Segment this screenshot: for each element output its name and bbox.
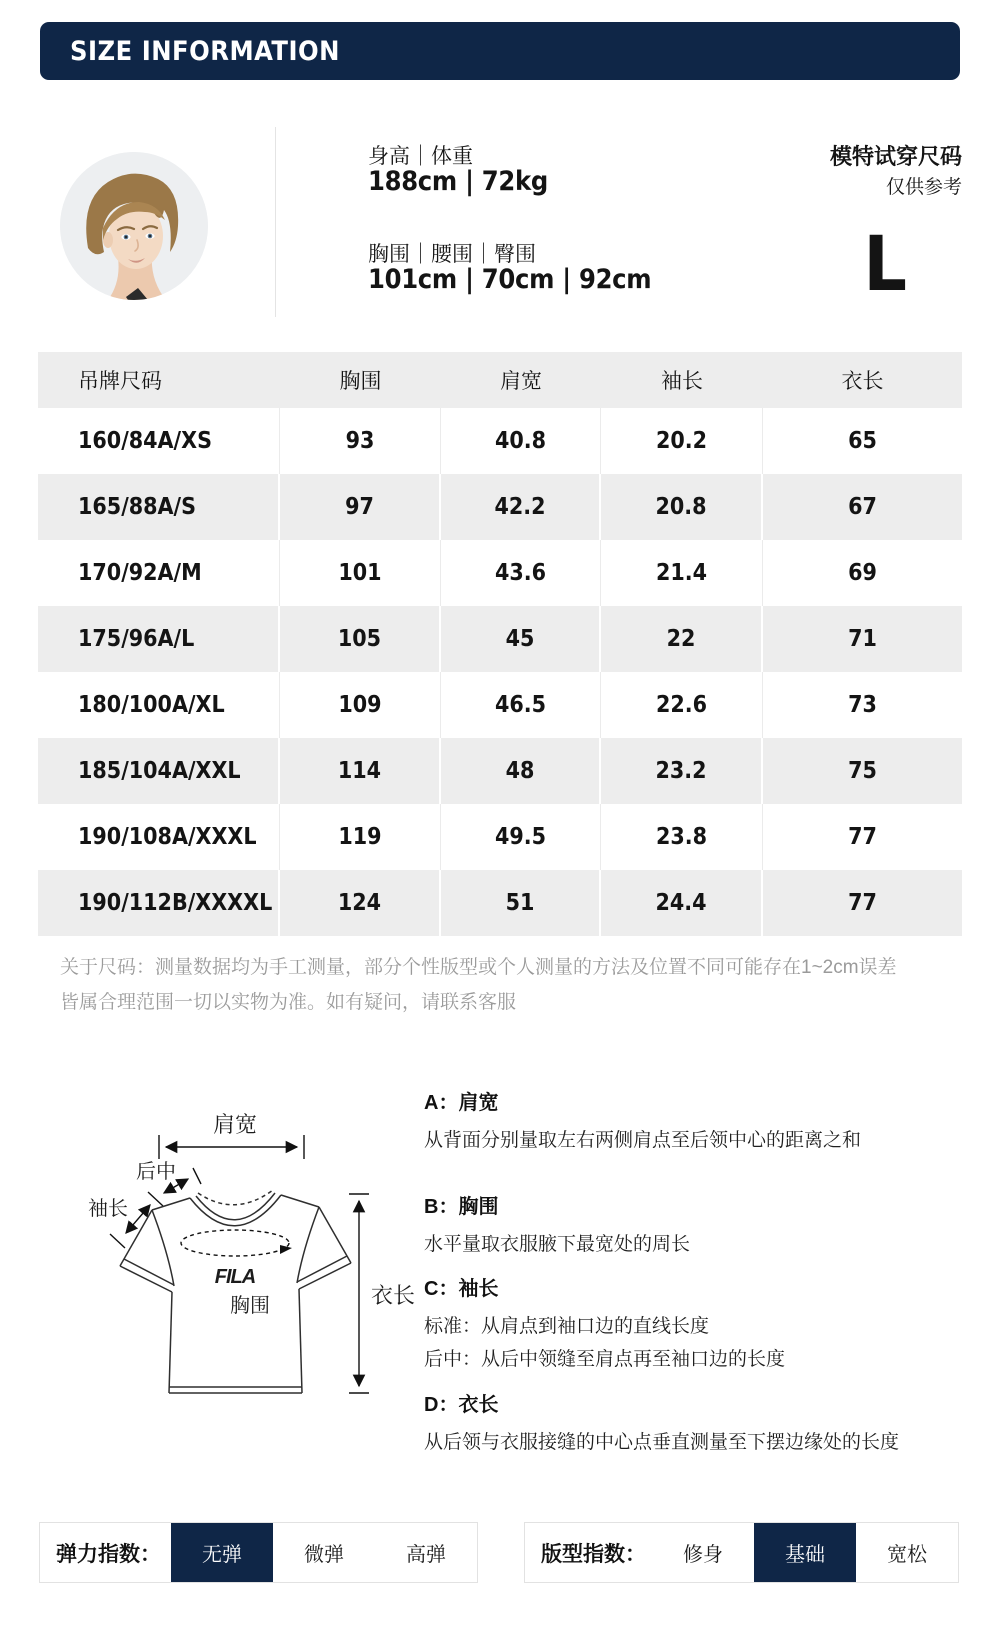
size-table [38, 352, 962, 936]
size-cell: 20.8 [601, 474, 763, 540]
table-row [38, 870, 962, 936]
elastic-option-high: 高弹 [406, 1544, 446, 1566]
size-cell: 22.6 [601, 672, 763, 738]
guide-section-length [424, 1388, 984, 1459]
section-header-bar [40, 22, 960, 80]
back-center-label: 后中 [136, 1161, 176, 1183]
guide-heading: D：衣长 [424, 1394, 499, 1416]
size-cell: 69 [848, 560, 877, 586]
size-label-cell: 180/100A/XL [38, 672, 280, 738]
guide-heading: A：肩宽 [424, 1092, 499, 1114]
table-row [38, 540, 962, 606]
guide-section-chest [424, 1190, 984, 1261]
table-row [38, 672, 962, 738]
fit-option-loose: 宽松 [887, 1544, 927, 1566]
size-cell: 45 [441, 606, 601, 672]
column-header: 肩宽 [500, 370, 542, 393]
size-cell: 97 [280, 474, 441, 540]
size-cell: 65 [848, 428, 877, 454]
garment-length-label: 衣长 [371, 1283, 416, 1308]
measure-tick [110, 1234, 125, 1248]
column-header: 衣长 [841, 370, 884, 393]
guide-line: 标准：从肩点到袖口边的直线长度 [424, 1316, 710, 1337]
guide-line: 从背面分别量取左右两侧肩点至后领中心的距离之和 [424, 1130, 862, 1151]
right-shoulder [281, 1195, 319, 1207]
size-label-cell: 185/104A/XXL [38, 738, 280, 804]
size-cell: 51 [441, 870, 601, 936]
size-cell: 43.6 [441, 540, 601, 606]
model-avatar [60, 152, 208, 300]
girth-value: 101cm | 70cm | 92cm [368, 264, 652, 295]
brand-logo: FILA [214, 1266, 256, 1288]
fit-index-label: 版型指数： [541, 1542, 646, 1566]
guide-heading: B：胸围 [424, 1196, 499, 1218]
guide-line: 从后领与衣服接缝的中心点垂直测量至下摆边缘处的长度 [424, 1432, 900, 1453]
size-label-cell: 170/92A/M [38, 540, 280, 606]
model-fit-title: 模特试穿尺码 [829, 144, 962, 169]
tshirt-measurement-diagram [38, 1040, 438, 1460]
column-header: 袖长 [661, 370, 703, 393]
left-body-side [169, 1292, 172, 1393]
sleeve-length-label: 袖长 [88, 1198, 128, 1220]
guide-section-shoulder [424, 1086, 984, 1157]
measure-tick [148, 1192, 163, 1206]
right-body-side [299, 1289, 302, 1393]
left-shoulder [152, 1198, 190, 1210]
height-weight-label: 身高｜体重 [368, 145, 473, 168]
size-cell: 67 [848, 494, 877, 520]
guide-line: 水平量取衣服腋下最宽处的周长 [424, 1234, 691, 1255]
guide-line: 后中：从后中领缝至肩点再至袖口边的长度 [424, 1349, 786, 1370]
model-portrait-illustration [60, 152, 208, 300]
chest-measure-ellipse [181, 1230, 289, 1256]
elastic-option-slight: 微弹 [304, 1544, 344, 1566]
size-label-cell: 160/84A/XS [38, 408, 280, 474]
height-weight-value: 188cm | 72kg [368, 166, 548, 197]
chest-label: 胸围 [230, 1295, 270, 1317]
table-row [38, 408, 962, 474]
size-cell: 23.8 [601, 804, 763, 870]
size-cell: 49.5 [441, 804, 601, 870]
table-row [38, 738, 962, 804]
guide-section-sleeve [424, 1272, 984, 1376]
size-cell: 114 [280, 738, 441, 804]
size-cell: 124 [280, 870, 441, 936]
collar-back-dashed [198, 1190, 273, 1205]
fit-option-slim: 修身 [683, 1544, 723, 1566]
size-cell: 105 [280, 606, 441, 672]
size-cell: 93 [280, 408, 441, 474]
size-cell: 71 [848, 626, 877, 652]
size-label-cell: 190/112B/XXXXL [38, 870, 280, 936]
size-cell: 23.2 [601, 738, 763, 804]
size-cell: 101 [280, 540, 441, 606]
shoulder-width-label: 肩宽 [212, 1112, 258, 1137]
size-label-cell: 165/88A/S [38, 474, 280, 540]
size-cell: 24.4 [601, 870, 763, 936]
size-disclaimer [60, 950, 960, 1020]
fit-index-box [524, 1522, 959, 1583]
size-cell: 42.2 [441, 474, 601, 540]
table-row [38, 474, 962, 540]
disclaimer-line: 关于尺码：测量数据均为手工测量，部分个性版型或个人测量的方法及位置不同可能存在1~2cm误差 [60, 957, 897, 978]
table-row [38, 804, 962, 870]
measure-tick [193, 1168, 201, 1184]
size-cell: 48 [441, 738, 601, 804]
girth-label: 胸围｜腰围｜臀围 [368, 243, 536, 266]
column-header: 吊牌尺码 [78, 370, 162, 393]
model-fit-note: 仅供参考 [885, 177, 962, 198]
elastic-option-none: 无弹 [171, 1523, 273, 1582]
size-cell: 21.4 [601, 540, 763, 606]
fit-option-basic: 基础 [754, 1523, 856, 1582]
size-label-cell: 190/108A/XXXL [38, 804, 280, 870]
page-title: SIZE INFORMATION [70, 35, 340, 67]
size-cell: 46.5 [441, 672, 601, 738]
size-cell: 75 [848, 758, 877, 784]
model-fit-size: L [863, 219, 907, 308]
size-cell: 109 [280, 672, 441, 738]
size-cell: 77 [848, 824, 877, 850]
table-row [38, 606, 962, 672]
collar-outer [190, 1195, 281, 1226]
size-cell: 119 [280, 804, 441, 870]
elastic-index-box [39, 1522, 478, 1583]
table-header-row [38, 352, 962, 408]
size-cell: 77 [848, 890, 877, 916]
size-cell: 73 [848, 692, 877, 718]
guide-heading: C：袖长 [424, 1278, 499, 1300]
size-cell: 20.2 [601, 408, 763, 474]
elastic-index-label: 弹力指数： [56, 1542, 161, 1566]
size-cell: 22 [601, 606, 763, 672]
right-sleeve-edge [319, 1207, 351, 1263]
size-label-cell: 175/96A/L [38, 606, 280, 672]
chest-arrowhead [280, 1245, 292, 1254]
disclaimer-line: 皆属合理范围一切以实物为准。如有疑问，请联系客服 [60, 992, 517, 1013]
vertical-divider [275, 127, 276, 317]
size-cell: 40.8 [441, 408, 601, 474]
column-header: 胸围 [339, 370, 382, 393]
